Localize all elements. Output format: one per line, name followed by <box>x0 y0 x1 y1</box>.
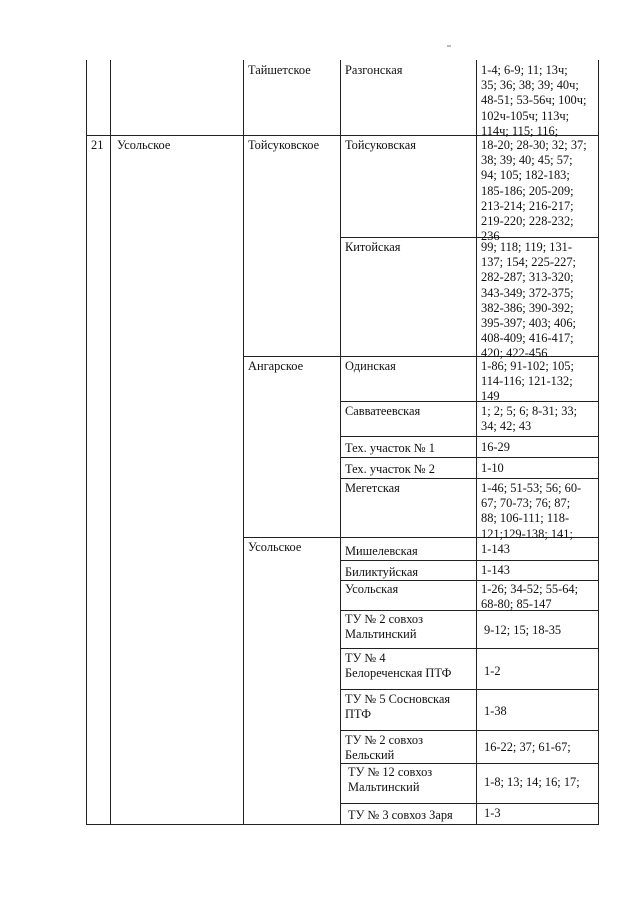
district-cell: Усольское <box>117 138 171 152</box>
grid-line <box>340 60 341 825</box>
quarters-cell: 1-86; 91-102; 105; 114-116; 121-132; 149 <box>481 359 574 404</box>
uchastok-cell: Китойская <box>345 240 401 254</box>
quarters-cell: 1-38 <box>484 704 507 718</box>
grid-line <box>598 60 599 825</box>
grid-line <box>243 60 244 825</box>
grid-line <box>340 478 599 479</box>
quarters-cell: 1; 2; 5; 6; 8-31; 33; 34; 42; 43 <box>481 404 578 434</box>
uchastok-cell: Мишелевская <box>345 544 418 558</box>
uchastok-cell: Биликтуйская <box>345 565 419 579</box>
quarters-cell: 1-143 <box>481 563 510 577</box>
quarters-cell: 99; 118; 119; 131- 137; 154; 225-227; 282-287; 313-320; 343-349; 372-375; 382-386; 390-392; 395-397; 403; 406; 408-409; 416-417; 420; 422-456 <box>481 240 576 361</box>
grid-line <box>340 436 599 437</box>
grid-line <box>86 60 87 825</box>
forestry-cell: Усольское <box>248 540 302 554</box>
quarters-cell: 16-22; 37; 61-67; <box>484 740 571 754</box>
grid-line <box>340 803 599 804</box>
quarters-cell: 1-8; 13; 14; 16; 17; <box>484 775 580 789</box>
quarters-cell: 1-10 <box>481 461 504 475</box>
quarters-cell: 1-143 <box>481 542 510 556</box>
uchastok-cell: ТУ № 3 совхоз Заря <box>348 808 453 822</box>
uchastok-cell: Одинская <box>345 359 396 373</box>
uchastok-cell: Тойсуковская <box>345 138 416 152</box>
uchastok-cell: ТУ № 2 совхоз Бельский <box>345 733 424 763</box>
uchastok-cell: Савватеевская <box>345 404 421 418</box>
grid-line <box>340 689 599 690</box>
grid-line <box>340 648 599 649</box>
forestry-cell: Тайшетское <box>248 63 311 77</box>
quarters-cell: 18-20; 28-30; 32; 37; 38; 39; 40; 45; 57; 94; 105; 182-183; 185-186; 205-209; 213-214; 216-217; 219-220; 228-232; 236 <box>481 138 587 244</box>
quarters-cell: 16-29 <box>481 440 510 454</box>
uchastok-cell: ТУ № 12 совхоз Мальтинский <box>348 765 433 795</box>
grid-line <box>340 730 599 731</box>
quarters-cell: 1-2 <box>484 664 501 678</box>
scan-mark <box>447 45 451 47</box>
uchastok-cell: Тех. участок № 2 <box>345 462 435 476</box>
uchastok-cell: ТУ № 2 совхоз Мальтинский <box>345 612 424 642</box>
grid-line <box>86 824 599 825</box>
grid-line <box>340 560 599 561</box>
uchastok-cell: Усольская <box>345 582 399 596</box>
grid-line <box>340 457 599 458</box>
quarters-cell: 1-4; 6-9; 11; 13ч; 35; 36; 38; 39; 40ч; 48-51; 53-56ч; 100ч; 102ч-105ч; 113ч; 114ч; 115; 116; <box>481 63 587 138</box>
uchastok-cell: Разгонская <box>345 63 403 77</box>
quarters-cell: 9-12; 15; 18-35 <box>484 623 562 637</box>
uchastok-cell: Тех. участок № 1 <box>345 441 435 455</box>
grid-line <box>476 60 477 825</box>
uchastok-cell: Мегетская <box>345 481 400 495</box>
quarters-cell: 1-26; 34-52; 55-64; 68-80; 85-147 <box>481 582 579 612</box>
forestry-cell: Ангарское <box>248 359 304 373</box>
uchastok-cell: ТУ № 5 Сосновская ПТФ <box>345 692 451 722</box>
grid-line <box>110 60 111 825</box>
quarters-cell: 1-3 <box>484 806 501 820</box>
forestry-cell: Тойсуковское <box>248 138 320 152</box>
quarters-cell: 1-46; 51-53; 56; 60- 67; 70-73; 76; 87; 88; 106-111; 118- 121;129-138; 141; <box>481 481 582 541</box>
row-number-cell: 21 <box>91 138 104 152</box>
uchastok-cell: ТУ № 4 Белореченская ПТФ <box>345 651 452 681</box>
